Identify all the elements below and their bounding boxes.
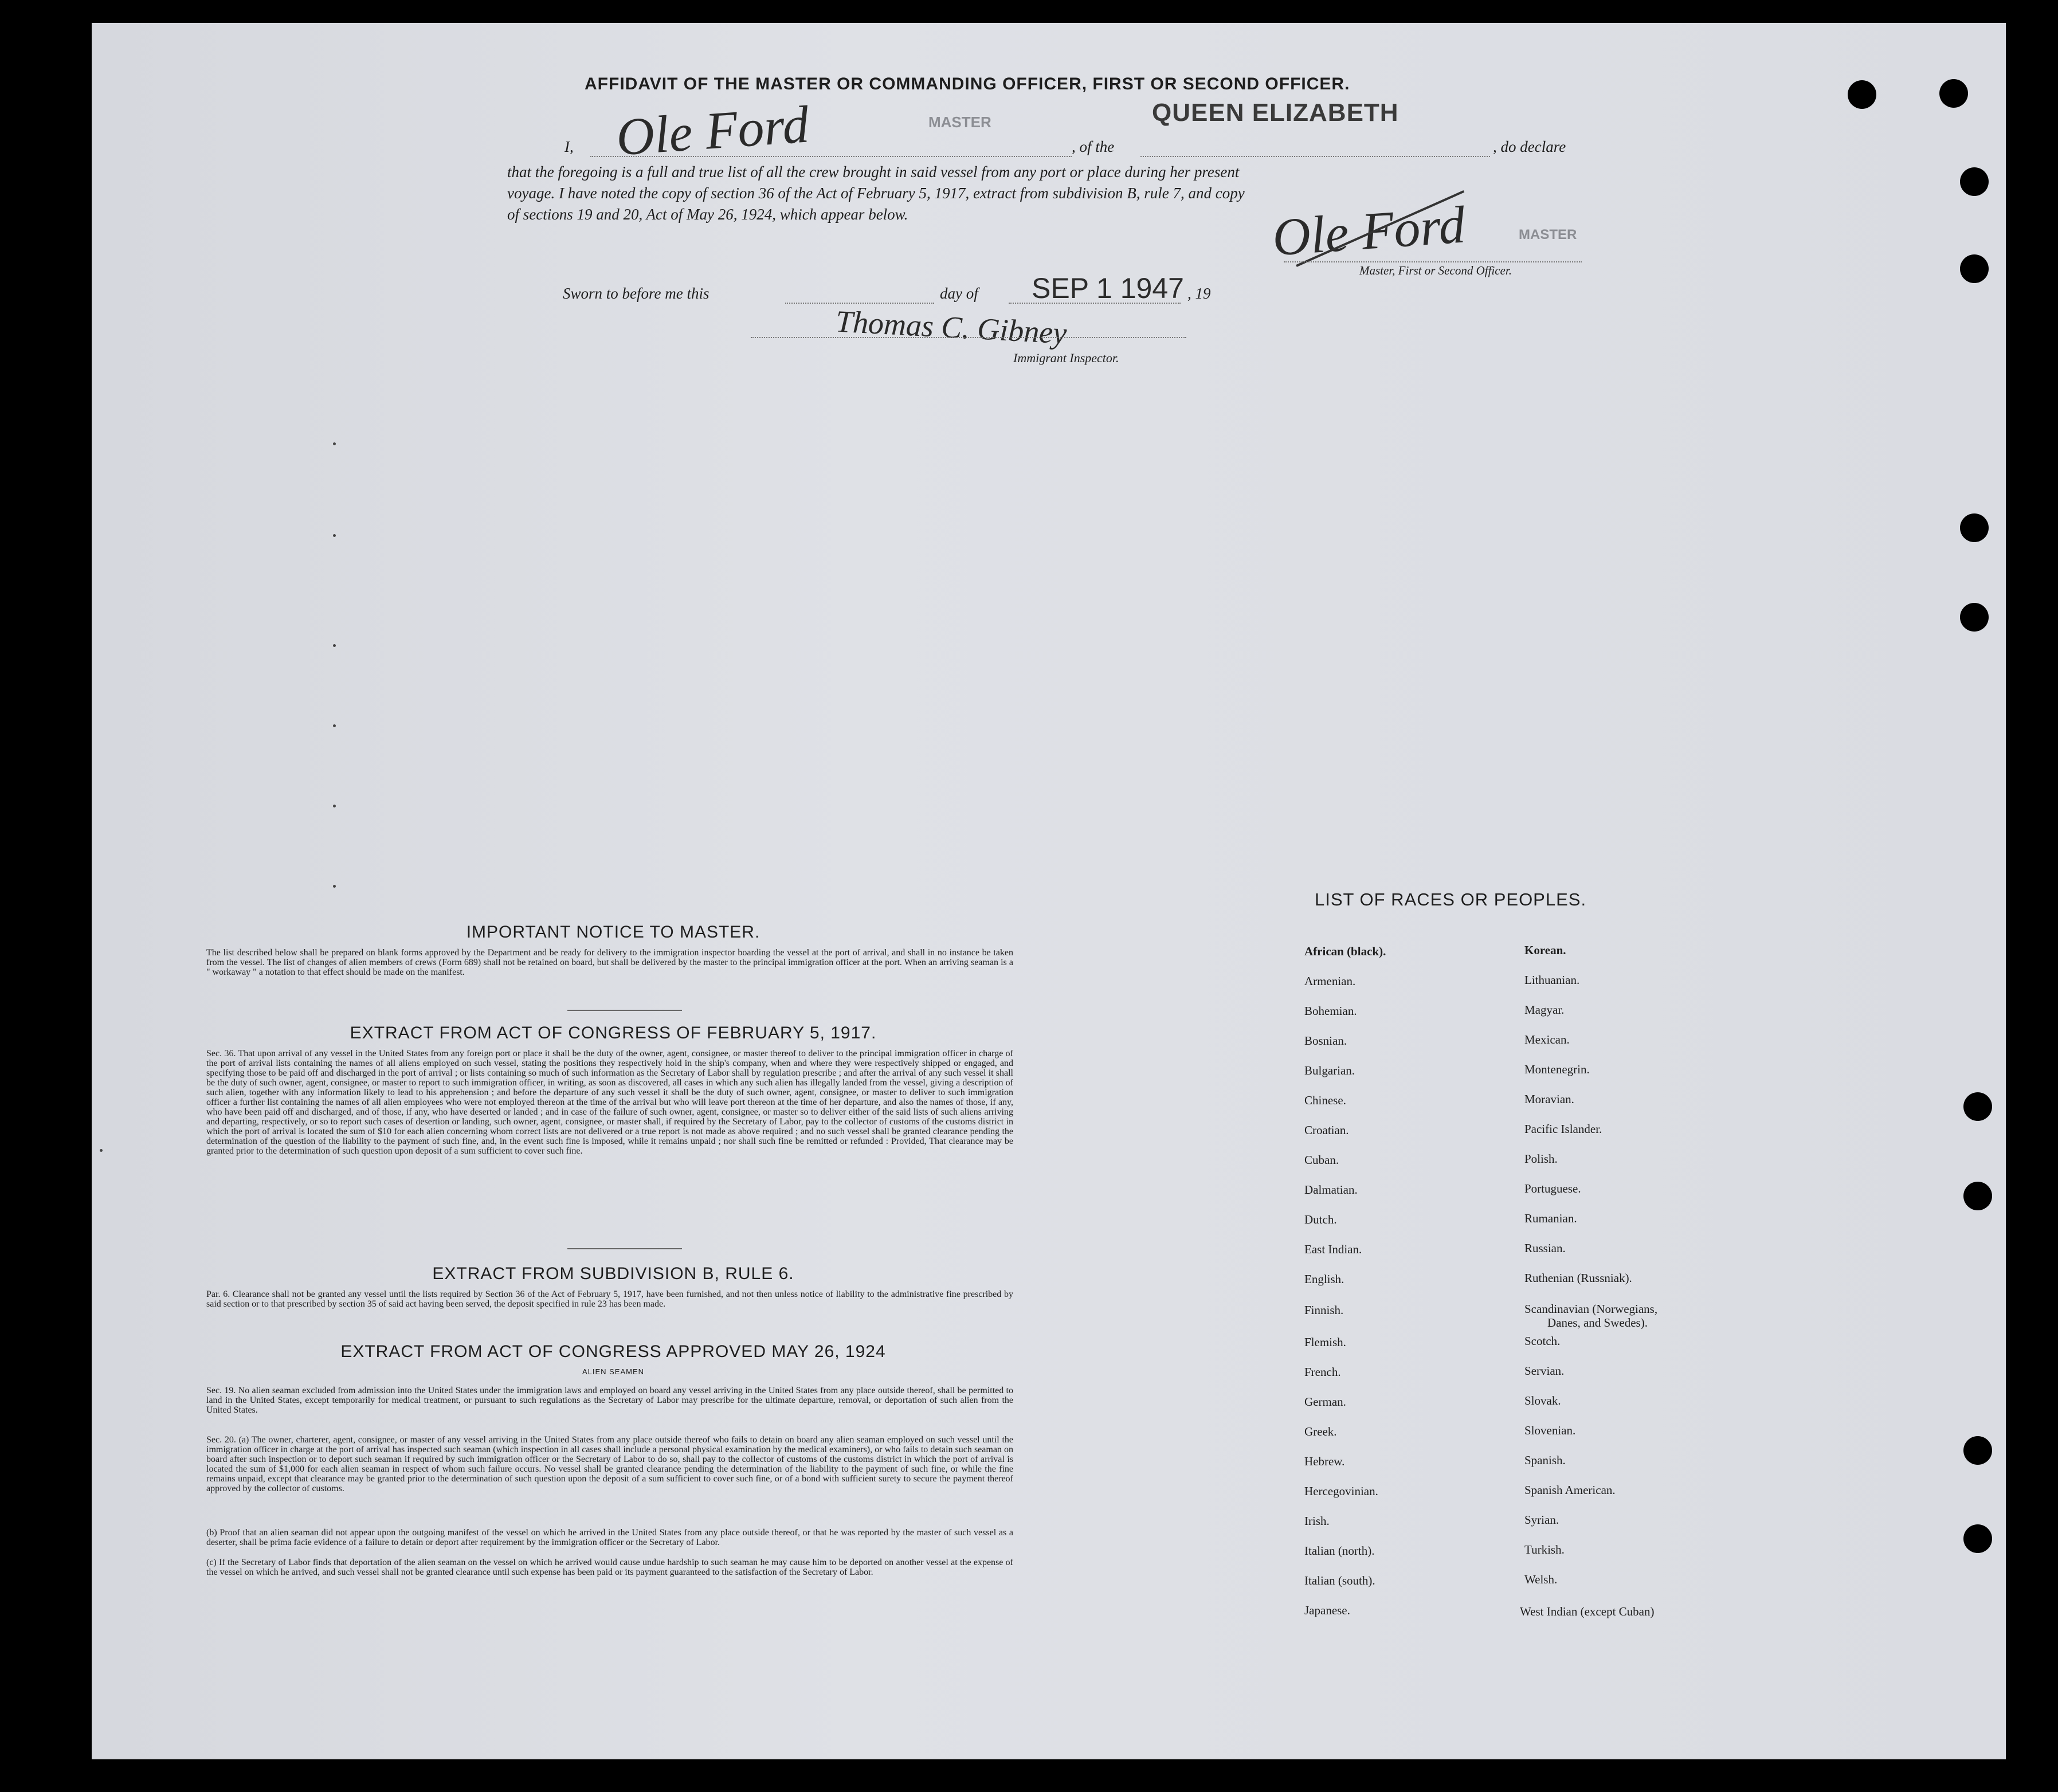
race-item: Italian (south). — [1304, 1574, 1375, 1587]
race-item: Flemish. — [1304, 1335, 1346, 1349]
vessel-line — [1140, 156, 1490, 157]
race-item: Slovak. — [1524, 1394, 1561, 1407]
margin-dot — [333, 724, 336, 727]
race-item: Bulgarian. — [1304, 1064, 1355, 1077]
race-item: Japanese. — [1304, 1603, 1350, 1617]
do-declare-label: , do declare — [1493, 138, 1566, 155]
race-item: East Indian. — [1304, 1242, 1362, 1256]
margin-dot — [333, 442, 336, 445]
race-item: West Indian (except Cuban) — [1520, 1605, 1655, 1618]
race-item: Servian. — [1524, 1364, 1565, 1378]
punch-hole — [1963, 1182, 1992, 1210]
race-item: Danes, and Swedes). — [1547, 1316, 1648, 1330]
sec-20b-text: (b) Proof that an alien seaman did not appear upon the outgoing manifest of the vessel on which he arrived in the United States from any place outside thereof, or that he was reported by the master of such vessel as a deserter, shall be prima facie evidence of a failure to detain or deport after requirement by the immigration officer or the Secretary of Labor. — [206, 1528, 1013, 1547]
extract-1924-title: EXTRACT FROM ACT OF CONGRESS APPROVED MAY 26, 1924 — [340, 1342, 886, 1361]
race-item: Magyar. — [1524, 1003, 1565, 1017]
race-item: Bohemian. — [1304, 1004, 1357, 1018]
master-signature: Ole Ford — [1270, 195, 1467, 267]
race-item: Dutch. — [1304, 1213, 1337, 1226]
race-item: Chinese. — [1304, 1093, 1346, 1107]
extract-1924-subtitle: ALIEN SEAMEN — [582, 1367, 645, 1376]
notice-text: The list described below shall be prepared on blank forms approved by the Department and be ready for delivery to the immigration inspector boarding the vessel at the port of arrival, and shall in no instance be taken from the vessel. The list of changes of alien members of crews (Form 689) shall not be retained on board, but shall be delivered by the master to the principal immigration officer at the port. When an arriving seaman is a " workaway " a notation to that effect should be made on the manifest. — [206, 948, 1013, 977]
inspector-signature: Thomas C. Gibney — [834, 304, 1068, 351]
declaration-line-3: voyage. I have noted the copy of section 36 of the Act of February 5, 1917, extract from subdivision B, rule 7, and copy — [507, 185, 1245, 202]
race-item: Welsh. — [1524, 1573, 1558, 1586]
officer-signature-line — [1284, 261, 1582, 262]
sec-20c-text: (c) If the Secretary of Labor finds that deportation of the alien seaman on the vessel on which he arrived would cause undue hardship to such seaman he may cause him to be deported on another vessel at the expense of the vessel on which he arrived, and such vessel shall not be granted clearance until such expense has been paid or its payment guaranteed to the satisfaction of the Secretary of Labor. — [206, 1558, 1013, 1577]
race-item: Portuguese. — [1524, 1182, 1581, 1195]
race-item: Lithuanian. — [1524, 973, 1580, 987]
date-stamp: SEP 1 1947 — [1032, 272, 1184, 304]
section-divider — [567, 1248, 682, 1249]
vessel-name: QUEEN ELIZABETH — [1152, 99, 1399, 127]
declarant-prefix: I, — [565, 138, 574, 155]
sworn-label: Sworn to before me this — [563, 285, 709, 302]
race-item: Ruthenian (Russniak). — [1524, 1271, 1632, 1285]
race-item: African (black). — [1304, 944, 1386, 958]
race-item: Russian. — [1524, 1241, 1566, 1255]
margin-dot — [333, 885, 336, 888]
race-item: French. — [1304, 1365, 1341, 1379]
race-item: English. — [1304, 1272, 1344, 1286]
subdivision-title: EXTRACT FROM SUBDIVISION B, RULE 6. — [432, 1264, 794, 1283]
race-item: Cuban. — [1304, 1153, 1339, 1167]
master-stamp-2: MASTER — [1519, 227, 1577, 242]
race-item: Turkish. — [1524, 1543, 1565, 1556]
race-item: Polish. — [1524, 1152, 1558, 1166]
extract-1917-text: Sec. 36. That upon arrival of any vessel in the United States from any foreign port or place it shall be the duty of the owner, agent, consignee, or master thereof to deliver to the principal immigration officer in charge of the port of arrival lists containing the names of all aliens employed on such vessel, stating the positions they respectively hold in the ship's company, when and where they were respectively shipped or engaged, and specifying those to be paid off and discharged in the port of arrival ; or lists containing so much of such information as the Secretary of Labor shall by regulation prescribe ; and after the arrival of any such vessel it shall be the duty of such owner, agent, consignee, or master to report to such immigration officer, in writing, as soon as discovered, all cases in which any such alien has illegally landed from the vessel, giving a description of such alien, together with any information likely to lead to his apprehension ; and before the departure of any such vessel it shall be the duty of such owner, agent, consignee, or master to deliver to such immigration officer a further list containing the names of all alien employees who were not employed thereon at the time of the arrival but who will leave port thereon at the time of her departure, and also the names of those, if any, who have been paid off and discharged, and of those, if any, who have deserted or landed ; and in case of the failure of such owner, agent, consignee, or master so to deliver either of the said lists of such aliens arriving and departing, respectively, or so to report such cases of desertion or landing, such owner, agent, consignee, or master shall, if required by the Secretary of Labor, pay to the collector of customs of the customs district in which the port of arrival is located the sum of $10 for each alien concerning whom correct lists are not delivered or a true report is not made as above required ; and no such vessel shall be granted clearance pending the determination of the question of the liability to the payment of such fine, and, in the event such fine is imposed, while it remains unpaid ; nor shall such fine be remitted or refunded : Provided, That clearance may be granted prior to the determination of such question upon deposit of a sum sufficient to cover such fine. — [206, 1049, 1013, 1156]
race-item: Korean. — [1524, 943, 1566, 957]
margin-dot — [100, 1149, 103, 1152]
punch-hole — [1848, 80, 1876, 109]
margin-dot — [333, 644, 336, 647]
punch-hole — [1963, 1436, 1992, 1465]
race-item: Croatian. — [1304, 1123, 1349, 1137]
race-item: Hebrew. — [1304, 1454, 1345, 1468]
race-item: Dalmatian. — [1304, 1183, 1358, 1197]
sec-19-text: Sec. 19. No alien seaman excluded from admission into the United States under the immigration laws and employed on board any vessel arriving in the United States from any place outside thereof, shall be permitted to land in the United States, except temporarily for medical treatment, or pursuant to such regulations as the Secretary of Labor may prescribe for the ultimate departure, removal, or deportation of such alien from the United States. — [206, 1386, 1013, 1415]
affidavit-title: AFFIDAVIT OF THE MASTER OR COMMANDING OFFICER, FIRST OR SECOND OFFICER. — [585, 74, 1350, 93]
inspector-caption: Immigrant Inspector. — [1013, 351, 1119, 365]
year-prefix: , 19 — [1187, 285, 1211, 302]
punch-hole — [1963, 1092, 1992, 1121]
sworn-day-line — [785, 303, 934, 304]
sec-20a-text: Sec. 20. (a) The owner, charterer, agent, consignee, or master of any vessel arriving in the United States from any place outside thereof who fails to detain on board any alien seaman employed on such vessel until the immigration officer in charge at the port of arrival has inspected such seaman (which inspection in all cases shall include a personal physical examination by the medical examiners), or who fails to detain such seaman on board after such inspection or to deport such seaman if required by such immigration officer or the Secretary of Labor to do so, shall pay to the collector of customs of the customs district in which the port of arrival is located the sum of $1,000 for each alien seaman in respect of whom such failure occurs. No vessel shall be granted clearance pending the determination of the liability to the payment of such fine, or while the fine remains unpaid, except that clearance may be granted prior to the determination of such question upon the deposit of a sum sufficient to cover such fine, or of a bond with sufficient surety to secure the payment thereof approved by the collector of customs. — [206, 1435, 1013, 1493]
punch-hole — [1960, 167, 1989, 196]
punch-hole — [1963, 1524, 1992, 1553]
margin-dot — [333, 534, 336, 537]
race-item: Pacific Islander. — [1524, 1122, 1602, 1136]
race-item: Scandinavian (Norwegians, — [1524, 1302, 1658, 1316]
punch-hole — [1939, 79, 1968, 108]
day-of-label: day of — [940, 285, 978, 302]
race-item: Syrian. — [1524, 1513, 1559, 1527]
extract-1917-title: EXTRACT FROM ACT OF CONGRESS OF FEBRUARY 5, 1917. — [350, 1024, 877, 1042]
race-item: Hercegovinian. — [1304, 1484, 1378, 1498]
punch-hole — [1960, 254, 1989, 283]
race-item: Scotch. — [1524, 1334, 1561, 1348]
race-item: Mexican. — [1524, 1033, 1570, 1046]
officer-caption: Master, First or Second Officer. — [1359, 264, 1512, 277]
declaration-line-2: that the foregoing is a full and true list of all the crew brought in said vessel from any port or place during her present — [507, 163, 1240, 181]
race-item: Rumanian. — [1524, 1211, 1577, 1225]
declaration-line-4: of sections 19 and 20, Act of May 26, 1924, which appear below. — [507, 206, 908, 223]
race-item: Montenegrin. — [1524, 1062, 1590, 1076]
margin-dot — [333, 805, 336, 807]
of-the-label: , of the — [1072, 138, 1115, 155]
declarant-signature: Ole Ford — [614, 95, 811, 167]
race-item: Greek. — [1304, 1425, 1337, 1438]
page-tear — [2024, 756, 2058, 974]
master-stamp: MASTER — [928, 113, 991, 131]
inspector-signature-line — [751, 337, 1186, 338]
race-item: Bosnian. — [1304, 1034, 1347, 1048]
race-item: Slovenian. — [1524, 1424, 1576, 1437]
races-title: LIST OF RACES OR PEOPLES. — [1315, 889, 1587, 909]
punch-hole — [1960, 513, 1989, 542]
race-item: Italian (north). — [1304, 1544, 1375, 1558]
section-divider — [567, 1010, 682, 1011]
race-item: Finnish. — [1304, 1303, 1344, 1317]
race-item: Armenian. — [1304, 974, 1356, 988]
race-item: German. — [1304, 1395, 1346, 1409]
subdivision-text: Par. 6. Clearance shall not be granted any vessel until the lists required by Section 36 of the Act of February 5, 1917, have been furnished, and not then unless notice of liability to the administrative fine prescribed by said section or to that prescribed by section 35 of said act having been served, the deposit specified in rule 23 has been made. — [206, 1289, 1013, 1309]
race-item: Irish. — [1304, 1514, 1330, 1528]
race-item: Spanish American. — [1524, 1483, 1616, 1497]
punch-hole — [1960, 603, 1989, 632]
notice-title: IMPORTANT NOTICE TO MASTER. — [466, 923, 761, 942]
race-item: Spanish. — [1524, 1453, 1566, 1467]
race-item: Moravian. — [1524, 1092, 1574, 1106]
